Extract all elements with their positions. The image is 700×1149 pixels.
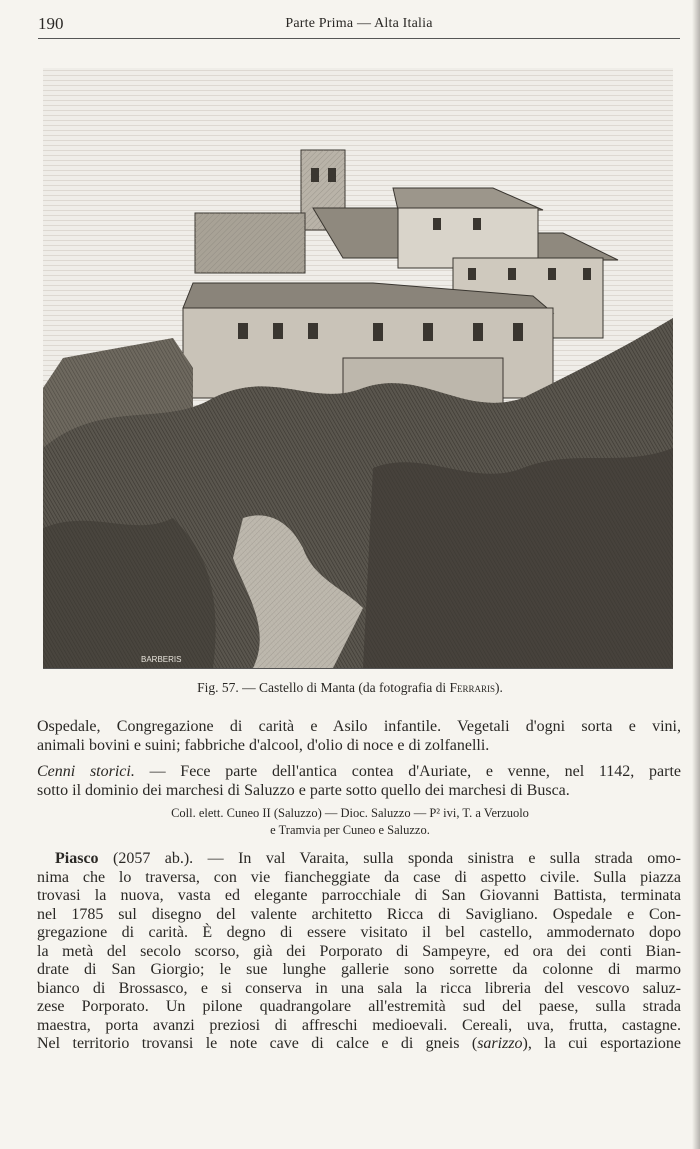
page-header: [38, 12, 680, 39]
photographer-name: Ferraris: [449, 680, 495, 695]
cenni-label: Cenni storici.: [37, 763, 135, 780]
paragraph-manta-economy: Ospedale, Congregazione di carità e Asilo infantile. Vegetali d'ogni sorta e vini, animali bovini e suini; fabbriche d'alcool, d'olio di noce e di zolfanelli.: [37, 718, 681, 754]
engraver-signature: BARBERIS: [141, 655, 182, 664]
italic-term: sarizzo: [477, 1035, 523, 1052]
page-number: 190: [38, 14, 64, 33]
admin-info-line-1: Coll. elett. Cuneo II (Saluzzo) — Dioc. Saluzzo — P² ivi, T. a Verzuolo: [171, 806, 529, 820]
figure-caption: Fig. 57. — Castello di Manta (da fotografia di Ferraris).: [197, 680, 503, 695]
running-title: Parte Prima — Alta Italia: [285, 16, 433, 31]
admin-info-line-2: e Tramvia per Cuneo e Saluzzo.: [270, 823, 430, 837]
entry-title-piasco: Piasco: [55, 850, 99, 867]
page-edge-shadow: [692, 0, 700, 1149]
paragraph-cenni-storici: Cenni storici. — Fece parte dell'antica contea d'Auriate, e venne, nel 1142, parte sotto il dominio dei marchesi di Saluzzo e parte sotto quello dei marchesi di Busca.: [37, 763, 682, 799]
castle-engraving: [43, 68, 673, 669]
paragraph-piasco: Piasco (2057 ab.). — In val Varaita, sulla sponda sinistra e sulla strada omo- nima che lo traversa, con vie fiancheggiate da case di aspetto civile. Sulla piazza trovasi la nuova, vasta ed elegante parrocchiale di San Giovanni Battista, terminata nel 1785 sul disegno del valente architetto Ricca di Savigliano. Ospedale e Con- gregazione di carità. È degno di essere visitato il bel castello, ammodernato dopo la metà del secolo scorso, già dei Porporato di Sampeyre, ed ora dei conti Bian- drate di San Giorgio; le sue lunghe gallerie sono sorrette da colonne di marmo bianco di Brossasco, e si conserva in una sala la ricca libreria del vescovo saluz- zese Porporato. Un pilone quadrangolare all'estremità sud del paese, sulla strada maestra, porta avanzi preziosi di affreschi medioevali. Cereali, uva, frutta, castagne. Nel territorio trovansi le note cave di calce e di gneis (sarizzo), la cui esportazione: [37, 850, 681, 1052]
